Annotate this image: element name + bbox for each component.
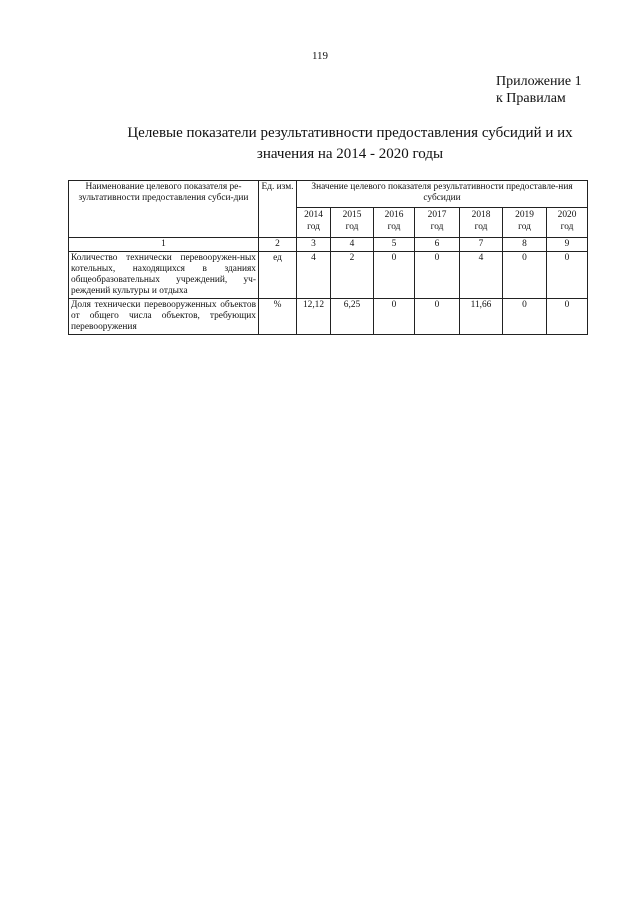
value-cell: 12,12 — [297, 299, 331, 335]
header-year-2014: 2014 год — [297, 208, 331, 238]
value-cell: 11,66 — [460, 299, 503, 335]
indicator-unit: ед — [259, 252, 297, 299]
header-unit: Ед. изм. — [259, 181, 297, 238]
indicator-unit: % — [259, 299, 297, 335]
appendix-note — [496, 73, 582, 107]
value-cell: 0 — [374, 252, 415, 299]
column-number: 5 — [374, 238, 415, 252]
value-cell: 0 — [374, 299, 415, 335]
header-year-2015: 2015 год — [331, 208, 374, 238]
header-year-2020: 2020 год — [547, 208, 588, 238]
value-cell: 0 — [547, 299, 588, 335]
column-number: 1 — [69, 238, 259, 252]
column-number: 9 — [547, 238, 588, 252]
page-number: 119 — [311, 50, 329, 62]
appendix-line-1: Приложение 1 — [496, 74, 582, 89]
header-year-2018: 2018 год — [460, 208, 503, 238]
table-row — [69, 252, 588, 299]
column-number: 6 — [415, 238, 460, 252]
header-year-2019: 2019 год — [503, 208, 547, 238]
header-year-2017: 2017 год — [415, 208, 460, 238]
value-cell: 4 — [460, 252, 503, 299]
column-numbers-row — [69, 238, 588, 252]
indicator-name: Доля технически перевооруженных объектов от общего числа объектов, требующих перевооружения — [69, 299, 259, 335]
appendix-line-2: к Правилам — [496, 91, 566, 106]
column-number: 8 — [503, 238, 547, 252]
column-number: 7 — [460, 238, 503, 252]
table-row — [69, 299, 588, 335]
table-header-row — [69, 181, 588, 208]
header-values-group: Значение целевого показателя результативности предоставле-ния субсидии — [297, 181, 588, 208]
value-cell: 6,25 — [331, 299, 374, 335]
value-cell: 4 — [297, 252, 331, 299]
column-number: 3 — [297, 238, 331, 252]
targets-table — [68, 180, 588, 335]
header-year-2016: 2016 год — [374, 208, 415, 238]
header-indicator-name: Наименование целевого показателя ре-зультативности предоставления субси-дии — [69, 181, 259, 238]
value-cell: 0 — [415, 252, 460, 299]
column-number: 2 — [259, 238, 297, 252]
title-line-1: Целевые показатели результативности предоставления субсидий и их — [127, 125, 573, 141]
indicator-name: Количество технически перевооружен-ных котельных, находящихся в зданиях общеобразовательных учреждений, уч-реждений культуры и отдыха — [69, 252, 259, 299]
value-cell: 0 — [503, 299, 547, 335]
title-line-2: значения на 2014 - 2020 годы — [256, 146, 444, 162]
value-cell: 0 — [503, 252, 547, 299]
document-title — [60, 123, 640, 165]
column-number: 4 — [331, 238, 374, 252]
value-cell: 0 — [415, 299, 460, 335]
value-cell: 2 — [331, 252, 374, 299]
value-cell: 0 — [547, 252, 588, 299]
